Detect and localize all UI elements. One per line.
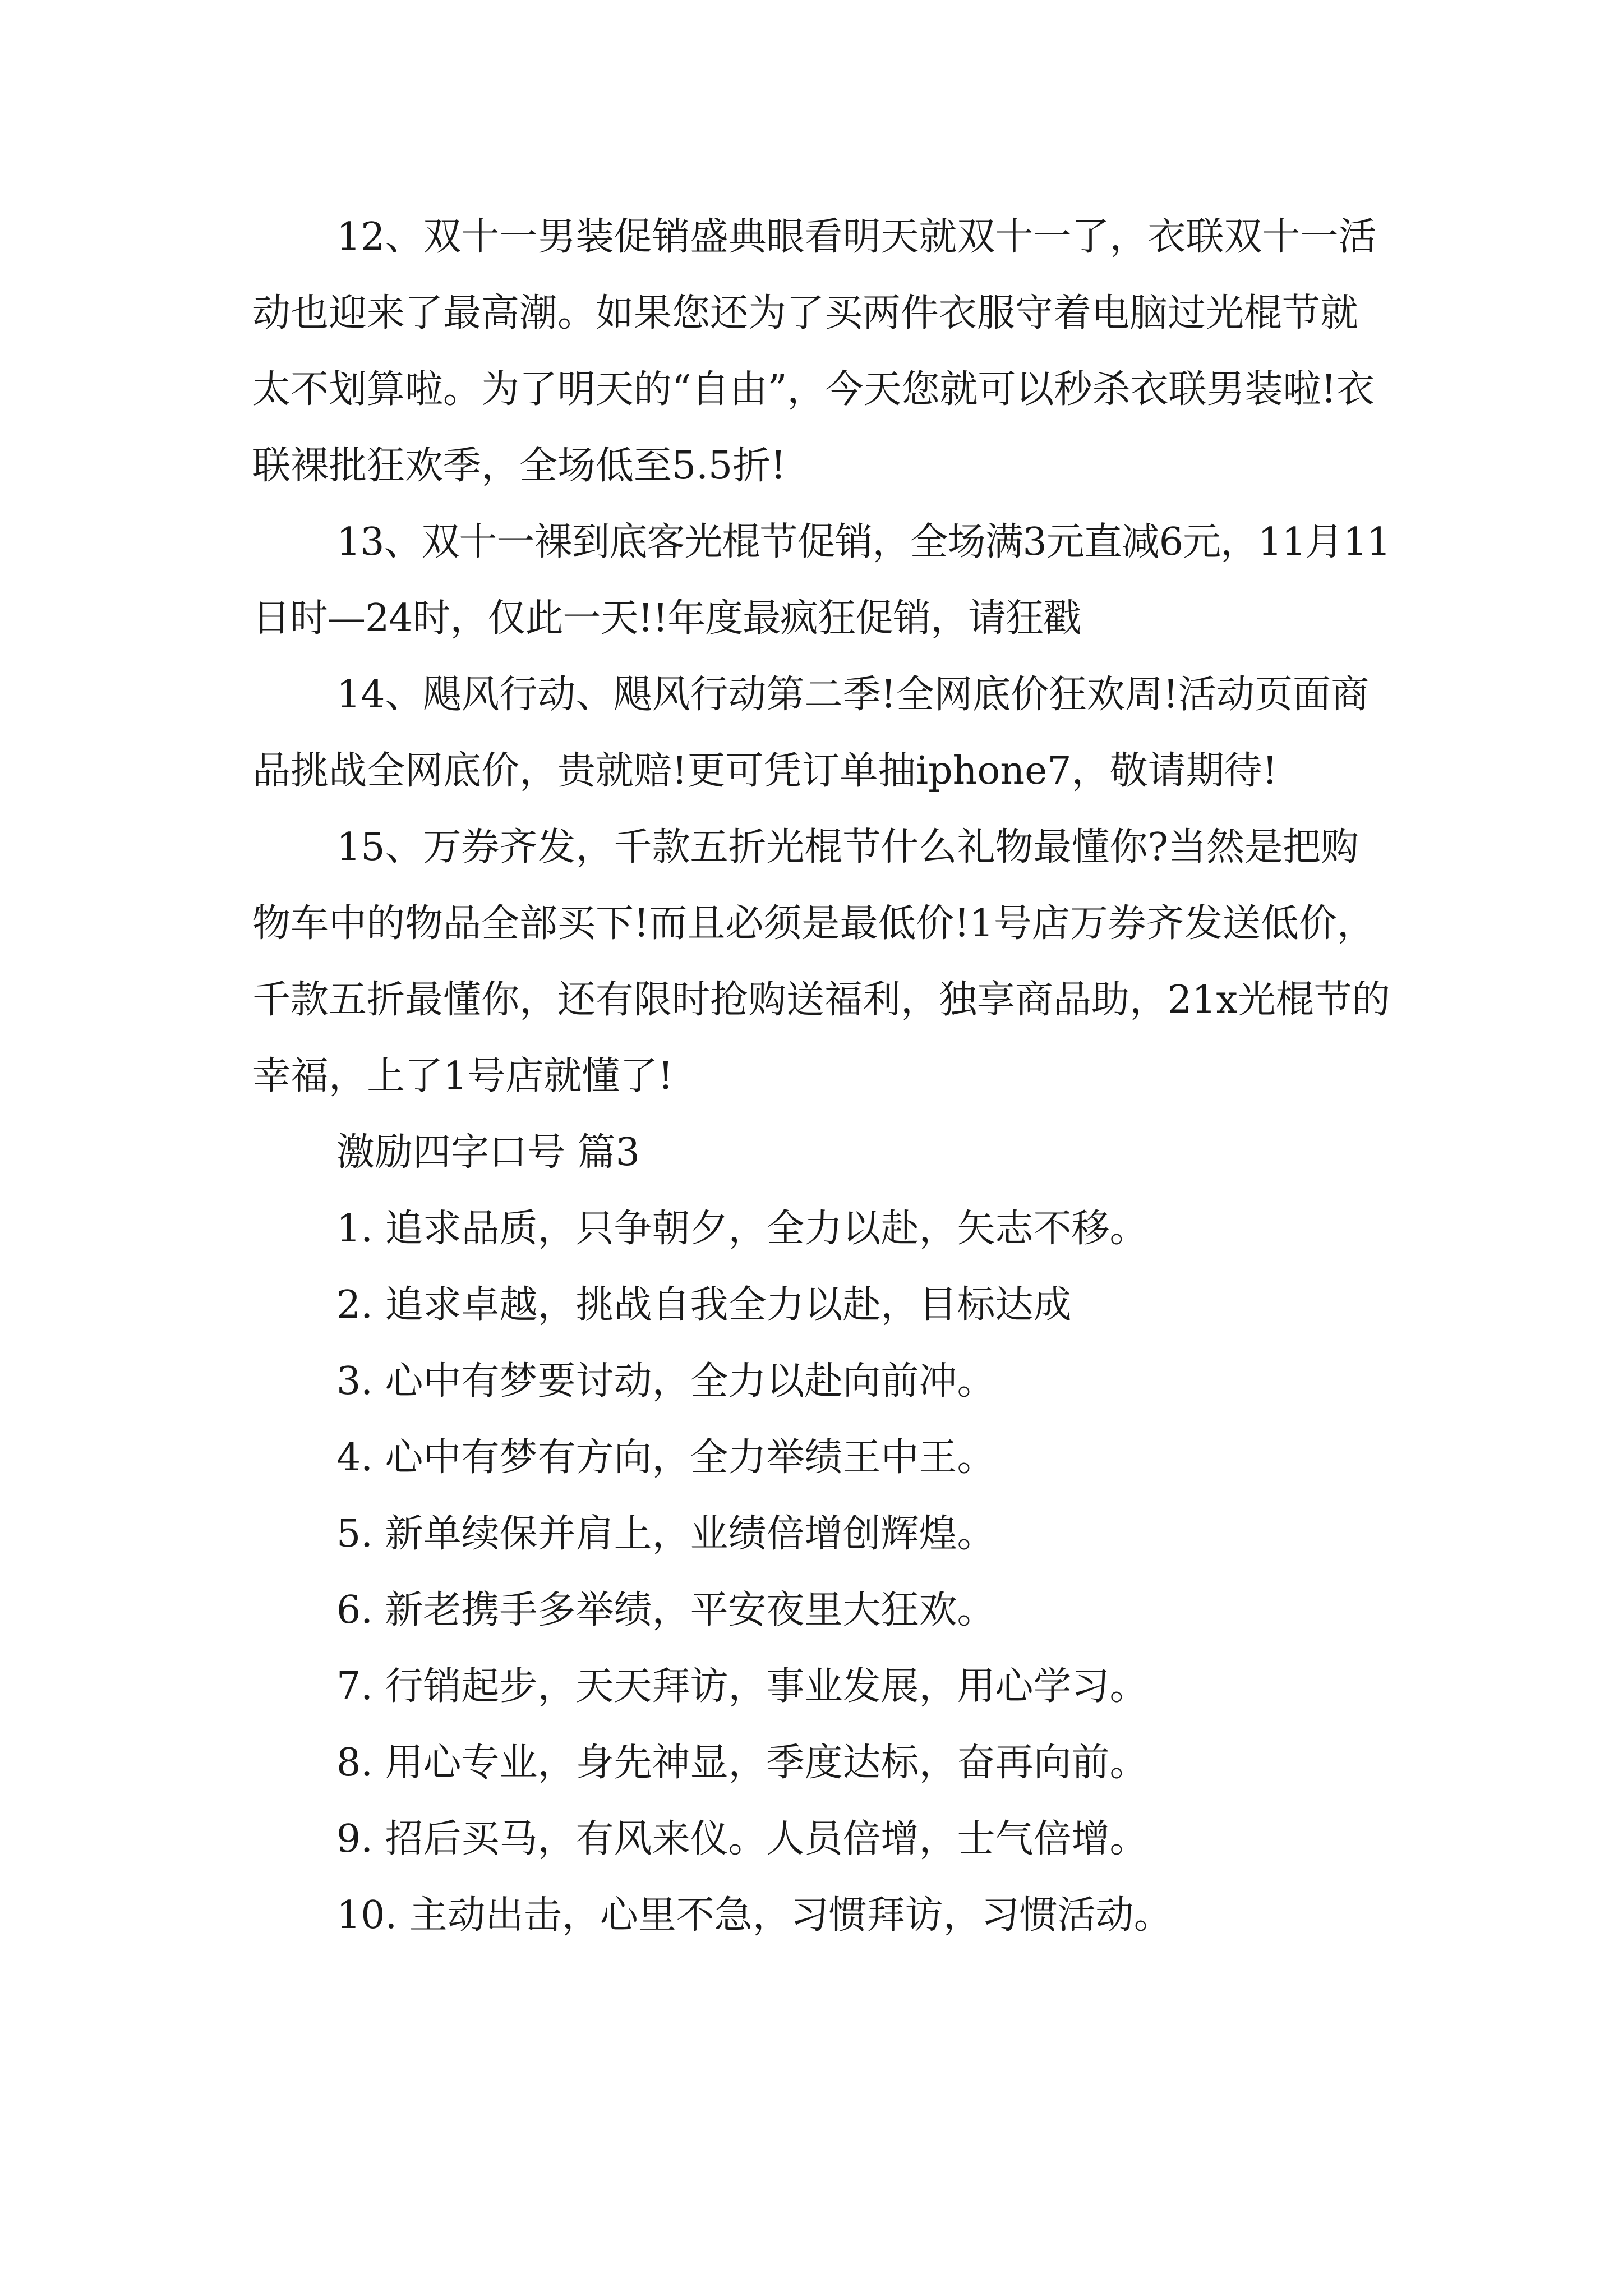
list-item: 2. 追求卓越，挑战自我全力以赴，目标达成 bbox=[336, 1283, 1072, 1327]
slogan-list bbox=[252, 1191, 1391, 1954]
paragraph-13: 13、双十一裸到底客光棍节促销，全场满3元直减6元，11月11日时—24时，仅此一天!!年度最疯狂促销，请狂戳 bbox=[252, 520, 1391, 641]
list-item: 9. 招后买马，有风来仪。人员倍增，士气倍增。 bbox=[336, 1817, 1148, 1861]
paragraph-12: 12、双十一男装促销盛典眼看明天就双十一了，衣联双十一活动也迎来了最高潮。如果您还为了买两件衣服守着电脑过光棍节就太不划算啦。为了明天的“自由”，今天您就可以秒杀衣联男装啦!衣联裸批狂欢季，全场低至5.5折! bbox=[252, 215, 1377, 488]
list-item: 3. 心中有梦要讨动，全力以赴向前冲。 bbox=[336, 1359, 995, 1404]
list-item: 7. 行销起步，天天拜访，事业发展，用心学习。 bbox=[336, 1664, 1148, 1709]
section-heading: 激励四字口号 篇3 bbox=[336, 1130, 640, 1175]
list-item: 10. 主动出击，心里不急，习惯拜访，习惯活动。 bbox=[336, 1893, 1172, 1938]
paragraph-15: 15、万券齐发，千款五折光棍节什么礼物最懂你?当然是把购物车中的物品全部买下!而且必须是最低价!1号店万券齐发送低价，千款五折最懂你，还有限时抢购送福利，独享商品助，21x光棍节的幸福，上了1号店就懂了! bbox=[252, 825, 1390, 1098]
list-item: 1. 追求品质，只争朝夕，全力以赴，矢志不移。 bbox=[336, 1207, 1148, 1251]
paragraph-14: 14、飓风行动、飓风行动第二季!全网底价狂欢周!活动页面商品挑战全网底价，贵就赔!更可凭订单抽iphone7，敬请期待! bbox=[252, 673, 1370, 793]
list-item: 6. 新老携手多举绩，平安夜里大狂欢。 bbox=[336, 1588, 995, 1632]
list-item: 5. 新单续保并肩上，业绩倍增创辉煌。 bbox=[336, 1512, 995, 1556]
list-item: 4. 心中有梦有方向，全力举绩王中王。 bbox=[336, 1435, 995, 1480]
document-body bbox=[252, 199, 1391, 1954]
list-item: 8. 用心专业，身先神显，季度达标，奋再向前。 bbox=[336, 1741, 1148, 1785]
